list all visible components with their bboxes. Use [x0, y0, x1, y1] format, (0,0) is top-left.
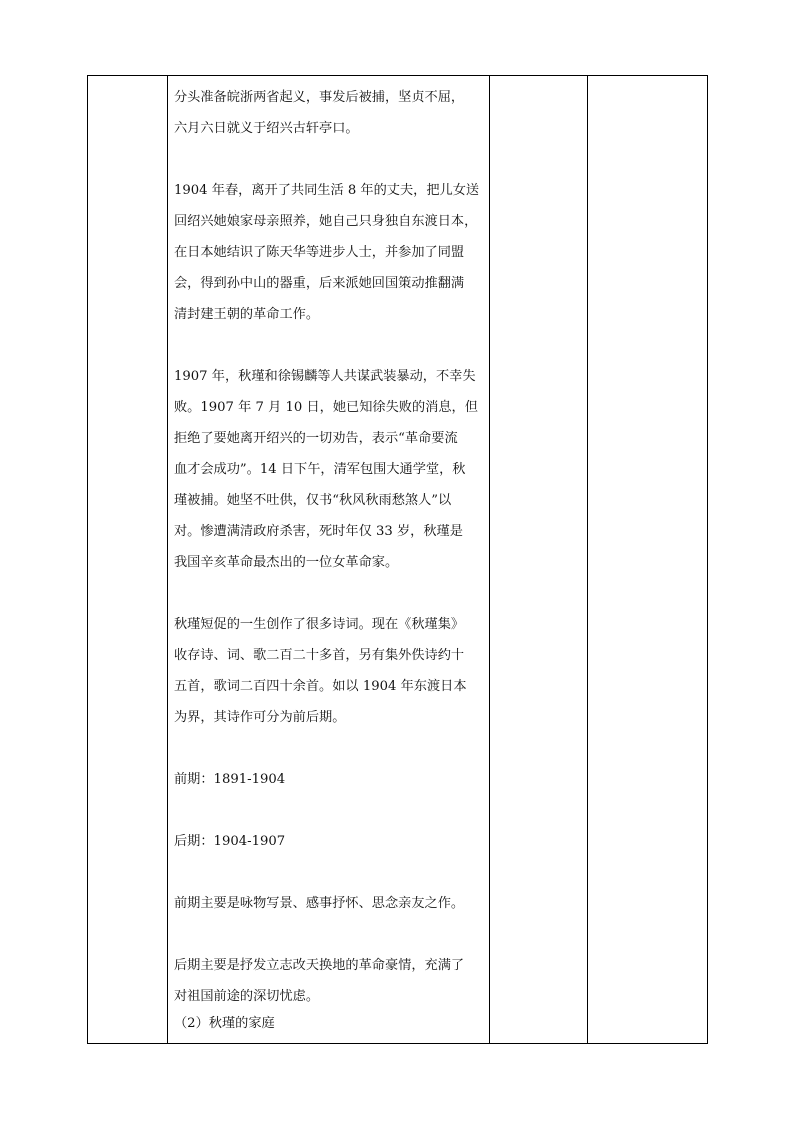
table-cell-right [588, 76, 708, 1044]
table-cell-left [88, 76, 168, 1044]
text-line: 前期主要是咏物写景、感事抒怀、思念亲友之作。 [174, 896, 465, 911]
text-line: 秋瑾短促的一生创作了很多诗词。现在《秋瑾集》 [174, 617, 465, 632]
text-line: 瑾被捕。她坚不吐供，仅书“秋风秋雨愁煞人”以 [174, 493, 452, 508]
paragraph-gap [174, 144, 485, 175]
paragraph-gap [174, 919, 485, 950]
text-line: 血才会成功”。14 日下午，清军包围大通学堂，秋 [174, 462, 466, 477]
paragraph-late-themes [174, 950, 485, 1012]
paragraph-gap [174, 330, 485, 361]
text-line: 收存诗、词、歌二百二十多首，另有集外佚诗约十 [174, 648, 465, 663]
text-line: 败。1907 年 7 月 10 日，她已知徐失败的消息，但 [174, 400, 478, 415]
text-line: 1907 年，秋瑾和徐锡麟等人共谋武装暴动，不幸失 [174, 369, 476, 384]
text-line: 1904 年春，离开了共同生活 8 年的丈夫，把儿女送 [174, 183, 480, 198]
table-cell-middle [490, 76, 588, 1044]
text-line: 后期：1904-1907 [174, 834, 286, 849]
text-line: 清封建王朝的革命工作。 [174, 307, 320, 322]
text-line: 对。惨遭满清政府杀害，死时年仅 33 岁，秋瑾是 [174, 524, 463, 539]
paragraph-1907 [174, 361, 485, 578]
paragraph-gap [174, 795, 485, 826]
text-line: 分头准备皖浙两省起义，事发后被捕，坚贞不屈， [174, 90, 465, 105]
table-cell-content [168, 76, 490, 1044]
text-line: 六月六日就义于绍兴古轩亭口。 [174, 121, 359, 136]
paragraph-poems [174, 609, 485, 733]
paragraph-gap [174, 857, 485, 888]
content-text-block [168, 76, 489, 1012]
text-line: 对祖国前途的深切忧虑。 [174, 989, 320, 1004]
text-line: 回绍兴她娘家母亲照养，她自己只身独自东渡日本， [174, 214, 478, 229]
text-line: 五首，歌词二百四十余首。如以 1904 年东渡日本 [174, 679, 467, 694]
text-line: 前期：1891-1904 [174, 772, 286, 787]
paragraph-early-themes [174, 888, 485, 919]
text-line: 后期主要是抒发立志改天换地的革命豪情，充满了 [174, 958, 465, 973]
paragraph-gap [174, 733, 485, 764]
lesson-plan-table [87, 75, 708, 1044]
paragraph-arrest [174, 82, 485, 144]
text-line: 为界，其诗作可分为前后期。 [174, 710, 346, 725]
table-row [88, 76, 708, 1044]
paragraph-late-period [174, 826, 485, 857]
paragraph-early-period [174, 764, 485, 795]
text-line: 在日本她结识了陈天华等进步人士，并参加了同盟 [174, 245, 465, 260]
text-line: 会，得到孙中山的器重，后来派她回国策动推翻满 [174, 276, 465, 291]
text-line: 我国辛亥革命最杰出的一位女革命家。 [174, 555, 399, 570]
paragraph-japan [174, 175, 485, 330]
text-line: 拒绝了要她离开绍兴的一切劝告，表示“革命要流 [174, 431, 458, 446]
subheading-family: （2）秋瑾的家庭 [174, 1016, 275, 1031]
paragraph-gap [174, 578, 485, 609]
